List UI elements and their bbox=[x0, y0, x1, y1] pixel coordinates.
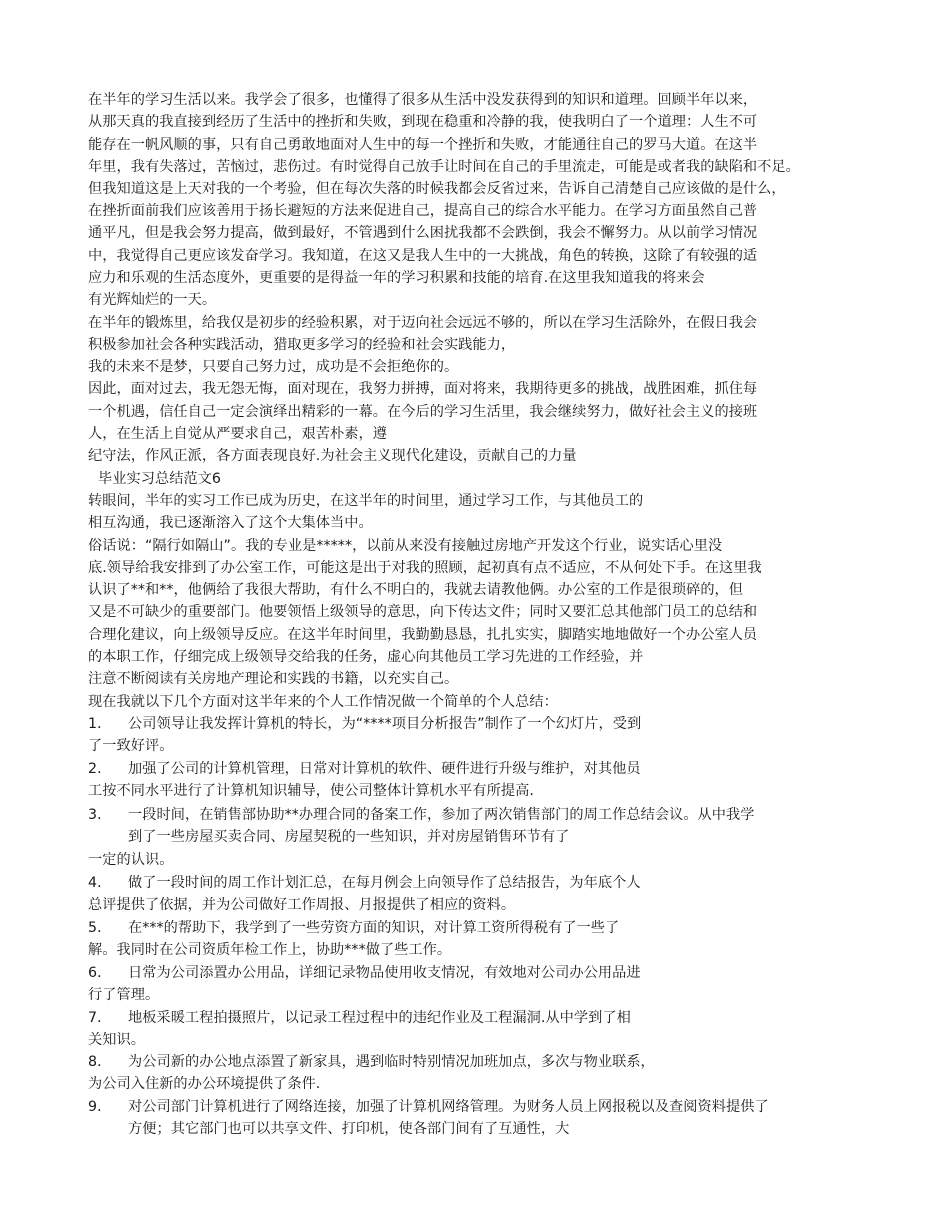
text-line: 因此，面对过去，我无怨无悔，面对现在，我努力拼搏，面对将来，我期待更多的挑战，战胜困难，抓住每 bbox=[88, 381, 758, 397]
text-line: 能存在一帆风顺的事，只有自己勇敢地面对人生中的每一个挫折和失败，才能通往自己的罗马大道。在这半 bbox=[88, 137, 758, 153]
list-item bbox=[88, 758, 641, 780]
text-line: 积极参加社会各种实践活动，猎取更多学习的经验和社会实践能力， bbox=[88, 337, 516, 353]
text-line: 人，在生活上自觉从严要求自己，艰苦朴素，遵 bbox=[88, 426, 387, 442]
list-item bbox=[88, 1051, 655, 1073]
list-text: 一段时间，在销售部协助**办理合同的备案工作，参加了两次销售部门的周工作总结会议。从中我学 bbox=[128, 807, 755, 823]
list-item bbox=[88, 1096, 769, 1118]
text-line: 中，我觉得自己更应该发奋学习。我知道，在这又是我人生中的一大挑战，角色的转换，这除了有较强的适 bbox=[88, 248, 758, 264]
section-heading: 毕业实习总结范文6 bbox=[98, 471, 221, 487]
list-item bbox=[88, 713, 641, 735]
list-text: 公司领导让我发挥计算机的特长，为“****项目分析报告”制作了一个幻灯片，受到 bbox=[128, 716, 642, 732]
list-item-continuation: 了一致好评。 bbox=[88, 738, 174, 754]
list-number: 1． bbox=[88, 716, 112, 732]
list-number: 5． bbox=[88, 920, 112, 936]
text-line: 的本职工作，仔细完成上级领导交给我的任务，虚心向其他员工学习先进的工作经验，并 bbox=[88, 649, 644, 665]
text-line: 在半年的锻炼里，给我仅是初步的经验积累，对于迈向社会远远不够的，所以在学习生活除外，在假日我会 bbox=[88, 315, 758, 331]
list-text: 做了一段时间的周工作计划汇总，在每月例会上向领导作了总结报告，为年底个人 bbox=[128, 875, 641, 891]
text-line: 从那天真的我直接到经历了生活中的挫折和失败，到现在稳重和冷静的我，使我明白了一个道理：人生不可 bbox=[88, 114, 758, 130]
list-text: 日常为公司添置办公用品，详细记录物品使用收支情况，有效地对公司办公用品进 bbox=[128, 965, 641, 981]
list-item-continuation: 解。我同时在公司资质年检工作上，协助***做了些工作。 bbox=[88, 942, 452, 958]
text-line: 注意不断阅读有关房地产理论和实践的书籍，以充实自己。 bbox=[88, 671, 459, 687]
text-line: 一个机遇，信任自己一定会演绎出精彩的一幕。在今后的学习生活里，我会继续努力，做好社会主义的接班 bbox=[88, 404, 758, 420]
list-text: 地板采暖工程拍摄照片，以记录工程过程中的违纪作业及工程漏洞.从中学到了相 bbox=[128, 1010, 631, 1026]
text-line: 转眼间，半年的实习工作已成为历史，在这半年的时间里，通过学习工作，与其他员工的 bbox=[88, 493, 644, 509]
list-text: 在***的帮助下，我学到了一些劳资方面的知识，对计算工资所得税有了一些了 bbox=[128, 920, 620, 936]
text-line: 我的未来不是梦，只要自己努力过，成功是不会拒绝你的。 bbox=[88, 359, 459, 375]
list-number: 4． bbox=[88, 875, 112, 891]
text-line: 相互沟通，我已逐渐溶入了这个大集体当中。 bbox=[88, 515, 373, 531]
list-item bbox=[88, 962, 641, 984]
list-text: 对公司部门计算机进行了网络连接，加强了计算机网络管理。为财务人员上网报税以及查阅资料提供了 bbox=[128, 1099, 769, 1115]
list-item-continuation: 工按不同水平进行了计算机知识辅导，使公司整体计算机水平有所提高. bbox=[88, 783, 534, 799]
text-line: 但我知道这是上天对我的一个考验，但在每次失落的时候我都会反省过来，告诉自己清楚自己应该做的是什么， bbox=[88, 181, 786, 197]
list-number: 7． bbox=[88, 1010, 112, 1026]
list-item-continuation: 方便；其它部门也可以共享文件、打印机，使各部门间有了互通性，大 bbox=[128, 1121, 570, 1137]
list-item bbox=[88, 1007, 631, 1029]
list-number: 2． bbox=[88, 761, 112, 777]
text-line: 底.领导给我安排到了办公室工作，可能这是出于对我的照顾，起初真有点不适应，不从何处下手。在这里我 bbox=[88, 560, 762, 576]
list-text: 加强了公司的计算机管理，日常对计算机的软件、硬件进行升级与维护，对其他员 bbox=[128, 761, 641, 777]
list-number: 8． bbox=[88, 1054, 112, 1070]
list-item-continuation: 为公司入住新的办公环境提供了条件. bbox=[88, 1076, 321, 1092]
list-item-continuation: 关知识。 bbox=[88, 1032, 145, 1048]
text-line: 又是不可缺少的重要部门。他要领悟上级领导的意思，向下传达文件；同时又要汇总其他部门员工的总结和 bbox=[88, 604, 758, 620]
text-line: 合理化建议，向上级领导反应。在这半年时间里，我勤勤恳恳，扎扎实实，脚踏实地地做好一个办公室人员 bbox=[88, 627, 758, 643]
list-item bbox=[88, 872, 641, 894]
list-item-continuation: 行了管理。 bbox=[88, 987, 160, 1003]
text-line: 通平凡，但是我会努力提高，做到最好，不管遇到什么困扰我都不会跌倒，我会不懈努力。从以前学习情况 bbox=[88, 225, 758, 241]
list-text: 为公司新的办公地点添置了新家具，遇到临时特别情况加班加点，多次与物业联系， bbox=[128, 1054, 655, 1070]
list-number: 9． bbox=[88, 1099, 112, 1115]
list-item-continuation: 一定的认识。 bbox=[88, 852, 174, 868]
list-item-continuation: 总评提供了依据，并为公司做好工作周报、月报提供了相应的资料。 bbox=[88, 897, 516, 913]
text-line: 应力和乐观的生活态度外，更重要的是得益一年的学习积累和技能的培育.在这里我知道我的将来会 bbox=[88, 270, 705, 286]
list-item-continuation: 到了一些房屋买卖合同、房屋契税的一些知识，并对房屋销售环节有了 bbox=[128, 829, 570, 845]
list-item bbox=[88, 917, 619, 939]
text-line: 认识了**和**，他俩给了我很大帮助，有什么不明白的，我就去请教他俩。办公室的工作是很琐碎的，但 bbox=[88, 582, 744, 598]
text-line: 在挫折面前我们应该善用于扬长避短的方法来促进自己，提高自己的综合水平能力。在学习方面虽然自己普 bbox=[88, 203, 758, 219]
text-line: 有光辉灿烂的一天。 bbox=[88, 292, 217, 308]
list-item bbox=[88, 804, 755, 826]
text-line: 俗话说：“隔行如隔山”。我的专业是*****，以前从来没有接触过房地产开发这个行业，说实话心里没 bbox=[88, 538, 723, 554]
list-number: 3． bbox=[88, 807, 112, 823]
text-line: 现在我就以下几个方面对这半年来的个人工作情况做一个简单的个人总结： bbox=[88, 694, 558, 710]
list-number: 6． bbox=[88, 965, 112, 981]
text-line: 在半年的学习生活以来。我学会了很多，也懂得了很多从生活中没发获得到的知识和道理。回顾半年以来， bbox=[88, 92, 758, 108]
text-line: 年里，我有失落过，苦恼过，悲伤过。有时觉得自己放手让时间在自己的手里流走，可能是或者我的缺陷和不足。 bbox=[88, 159, 800, 175]
text-line: 纪守法，作风正派，各方面表现良好.为社会主义现代化建设，贡献自己的力量 bbox=[88, 448, 577, 464]
